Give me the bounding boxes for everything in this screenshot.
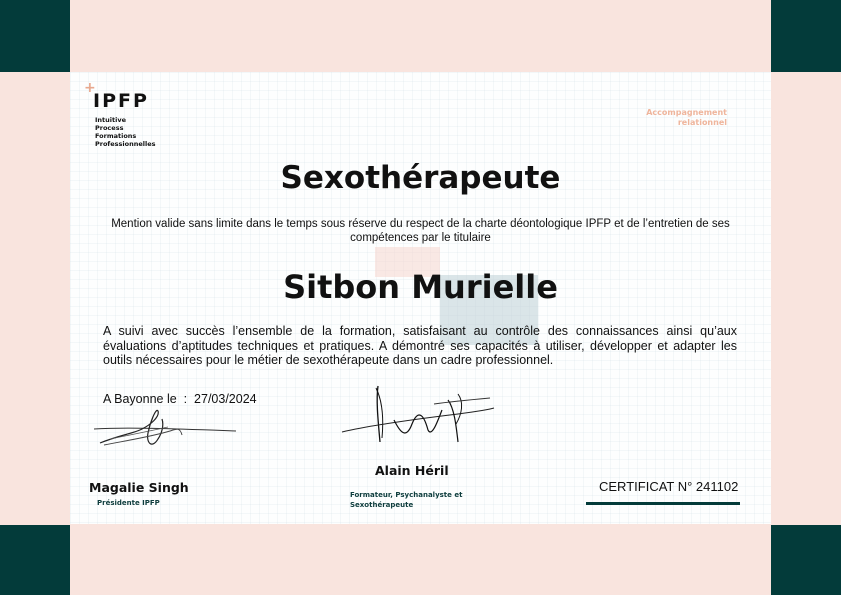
signature-magalie-singh <box>90 405 240 455</box>
corner-block-top-right <box>771 0 841 72</box>
logo-line: Process <box>95 124 124 132</box>
plus-icon: + <box>84 80 96 96</box>
logo-mark: IPFP <box>93 90 149 112</box>
signature-alain-heril <box>338 380 498 450</box>
tagline-line: relationnel <box>677 118 727 127</box>
certificate-number-underline <box>586 502 740 505</box>
certificate-number: CERTIFICAT N° 241102 <box>599 479 739 494</box>
signer-role: Formateur, Psychanalyste et Sexothérapeute <box>350 491 463 509</box>
certificate-title: Sexothérapeute <box>280 160 561 196</box>
logo-line: Professionnelles <box>95 140 156 148</box>
logo-line: Formations <box>95 132 137 140</box>
signer-name: Alain Héril <box>375 463 449 478</box>
corner-block-bottom-left <box>0 525 70 595</box>
signer-name: Magalie Singh <box>89 480 189 495</box>
validity-mention: Mention valide sans limite dans le temps sous réserve du respect de la charte déontologique IPFP et de l’entretien de ses compétences par le titulaire <box>111 218 730 244</box>
logo-subtitle <box>95 116 156 148</box>
place-date: A Bayonne le : 27/03/2024 <box>103 392 257 406</box>
logo-line: Intuitive <box>95 116 126 124</box>
recipient-name: Sitbon Murielle <box>283 268 558 306</box>
corner-block-bottom-right <box>771 525 841 595</box>
signer-role: Présidente IPFP <box>97 499 160 507</box>
tagline-line: Accompagnement <box>646 108 727 117</box>
certificate-body: A suivi avec succès l’ensemble de la formation, satisfaisant au contrôle des connaissances ainsi qu’aux évaluations d’aptitudes techniques et pratiques. A démontré ses capacités à utiliser, développer et adapter les outils nécessaires pour le métier de sexothérapeute dans un cadre professionnel. <box>103 324 737 367</box>
tagline <box>646 108 727 128</box>
corner-block-top-left <box>0 0 70 72</box>
